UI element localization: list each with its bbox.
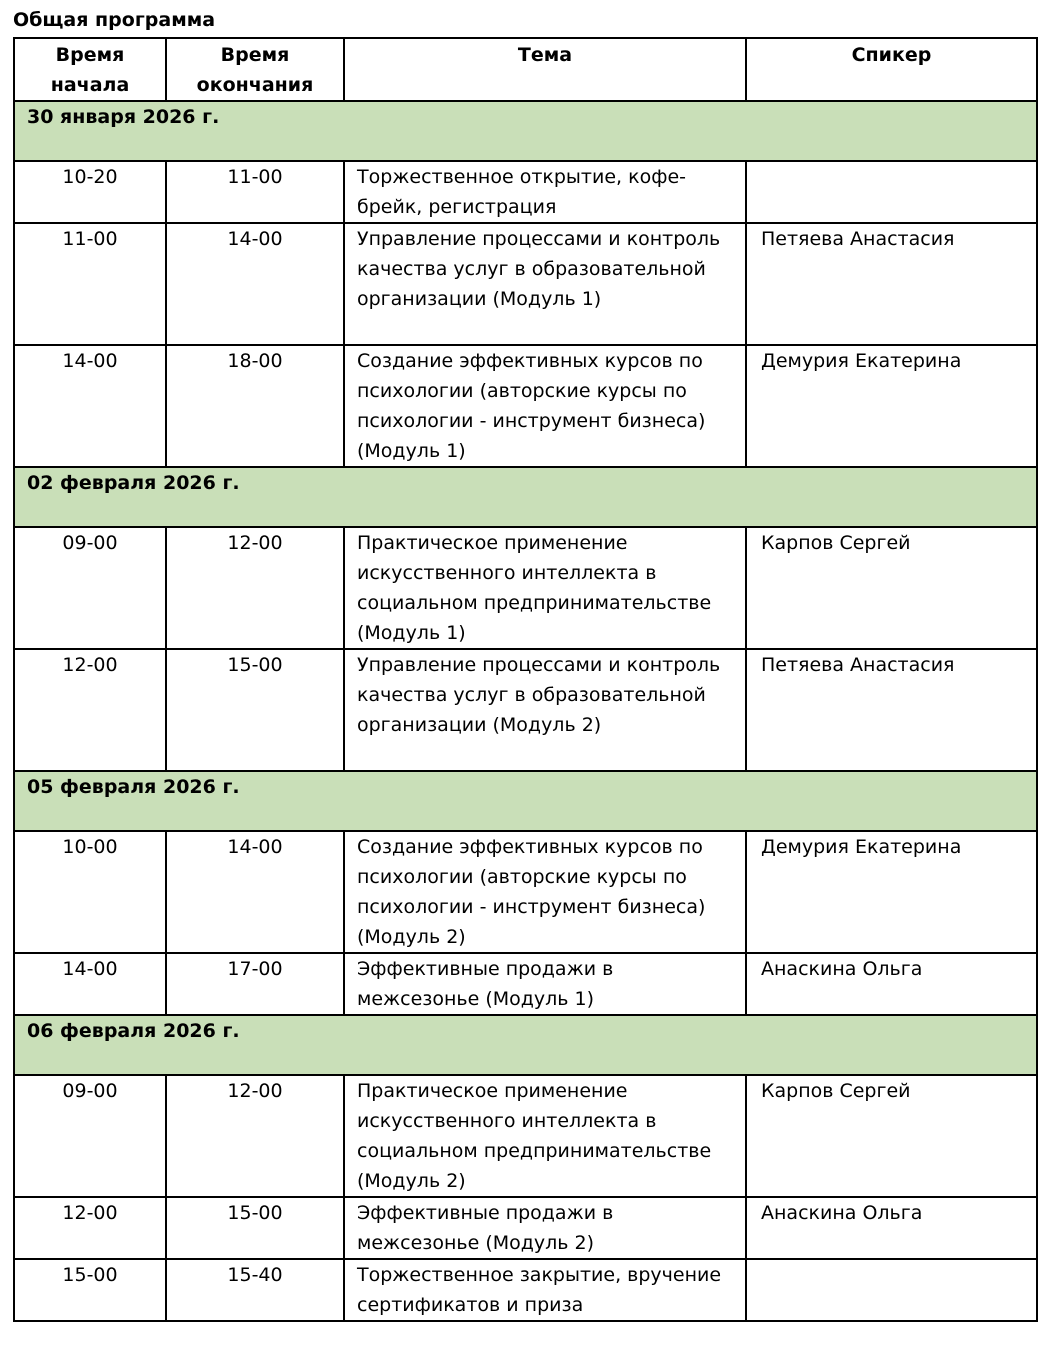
session-topic: Эффективные продажи в межсезонье (Модуль 1) [344, 953, 746, 1015]
end-time: 12-00 [166, 527, 344, 649]
program-table [13, 37, 1038, 1322]
document-title: Общая программа [13, 9, 216, 31]
end-time: 11-00 [166, 161, 344, 223]
session-topic: Создание эффективных курсов по психологии (авторские курсы по психологии - инструмент бизнеса) (Модуль 2) [344, 831, 746, 953]
header-speaker: Спикер [746, 38, 1037, 101]
date-row [14, 1015, 1037, 1075]
end-time: 17-00 [166, 953, 344, 1015]
end-time: 15-00 [166, 649, 344, 771]
speaker-name: Демурия Екатерина [746, 345, 1037, 467]
speaker-name [746, 1259, 1037, 1321]
session-topic: Практическое применение искусственного интеллекта в социальном предпринимательстве (Модуль 2) [344, 1075, 746, 1197]
session-topic: Создание эффективных курсов по психологии (авторские курсы по психологии - инструмент бизнеса) (Модуль 1) [344, 345, 746, 467]
header-topic: Тема [344, 38, 746, 101]
speaker-name [746, 161, 1037, 223]
session-topic: Торжественное открытие, кофе-брейк, регистрация [344, 161, 746, 223]
end-time: 14-00 [166, 831, 344, 953]
header-row [14, 38, 1037, 101]
session-row [14, 953, 1037, 1015]
start-time: 12-00 [14, 1197, 166, 1259]
session-topic: Управление процессами и контроль качества услуг в образовательной организации (Модуль 2) [344, 649, 746, 771]
session-row [14, 649, 1037, 771]
start-time: 11-00 [14, 223, 166, 345]
start-time: 14-00 [14, 953, 166, 1015]
start-time: 10-20 [14, 161, 166, 223]
date-row [14, 101, 1037, 161]
end-time: 15-00 [166, 1197, 344, 1259]
session-row [14, 161, 1037, 223]
session-row [14, 223, 1037, 345]
session-topic: Практическое применение искусственного интеллекта в социальном предпринимательстве (Модуль 1) [344, 527, 746, 649]
session-row [14, 345, 1037, 467]
speaker-name: Демурия Екатерина [746, 831, 1037, 953]
header-end-time: Время окончания [166, 38, 344, 101]
end-time: 18-00 [166, 345, 344, 467]
start-time: 15-00 [14, 1259, 166, 1321]
date-label: 06 февраля 2026 г. [14, 1015, 1037, 1075]
session-row [14, 831, 1037, 953]
session-row [14, 527, 1037, 649]
end-time: 14-00 [166, 223, 344, 345]
start-time: 14-00 [14, 345, 166, 467]
header-start-time: Время начала [14, 38, 166, 101]
start-time: 09-00 [14, 527, 166, 649]
speaker-name: Анаскина Ольга [746, 953, 1037, 1015]
start-time: 12-00 [14, 649, 166, 771]
speaker-name: Карпов Сергей [746, 1075, 1037, 1197]
end-time: 12-00 [166, 1075, 344, 1197]
session-topic: Эффективные продажи в межсезонье (Модуль 2) [344, 1197, 746, 1259]
date-label: 02 февраля 2026 г. [14, 467, 1037, 527]
start-time: 09-00 [14, 1075, 166, 1197]
session-topic: Торжественное закрытие, вручение сертификатов и приза [344, 1259, 746, 1321]
end-time: 15-40 [166, 1259, 344, 1321]
date-label: 30 января 2026 г. [14, 101, 1037, 161]
speaker-name: Анаскина Ольга [746, 1197, 1037, 1259]
session-topic: Управление процессами и контроль качества услуг в образовательной организации (Модуль 1) [344, 223, 746, 345]
session-row [14, 1259, 1037, 1321]
session-row [14, 1197, 1037, 1259]
speaker-name: Петяева Анастасия [746, 223, 1037, 345]
speaker-name: Карпов Сергей [746, 527, 1037, 649]
speaker-name: Петяева Анастасия [746, 649, 1037, 771]
session-row [14, 1075, 1037, 1197]
start-time: 10-00 [14, 831, 166, 953]
date-label: 05 февраля 2026 г. [14, 771, 1037, 831]
date-row [14, 467, 1037, 527]
date-row [14, 771, 1037, 831]
